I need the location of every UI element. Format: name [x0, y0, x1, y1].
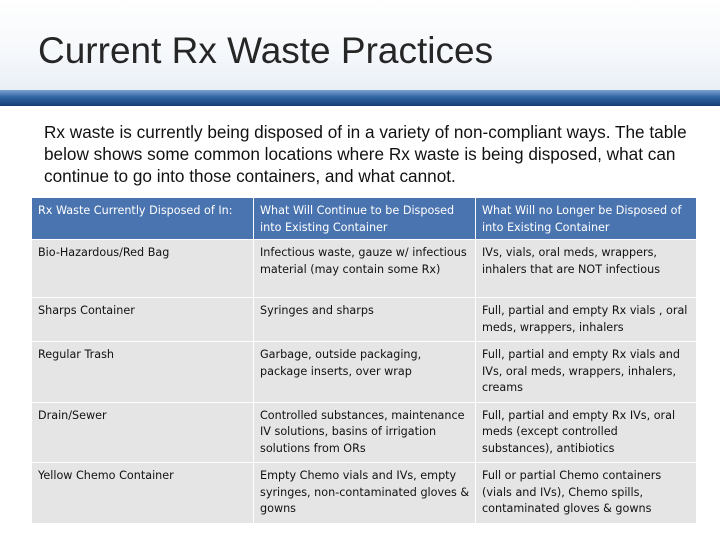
header-no-longer-disposal: What Will no Longer be Disposed of into Existing Container [476, 198, 697, 240]
table-header-row [32, 198, 697, 240]
waste-table [31, 197, 697, 524]
cell-location: Bio-Hazardous/Red Bag [32, 240, 254, 298]
cell-continue: Empty Chemo vials and IVs, empty syringes, non-contaminated gloves & gowns [254, 463, 476, 524]
cell-location: Regular Trash [32, 342, 254, 403]
cell-continue: Infectious waste, gauze w/ infectious material (may contain some Rx) [254, 240, 476, 298]
cell-location: Yellow Chemo Container [32, 463, 254, 524]
header-current-disposal: Rx Waste Currently Disposed of In: [32, 198, 254, 240]
cell-no-longer: Full, partial and empty Rx vials and IVs, oral meds, wrappers, inhalers, creams [476, 342, 697, 403]
cell-continue: Garbage, outside packaging, package inserts, over wrap [254, 342, 476, 403]
cell-location: Sharps Container [32, 298, 254, 342]
cell-continue: Controlled substances, maintenance IV solutions, basins of irrigation solutions from ORs [254, 402, 476, 463]
table-row [32, 342, 697, 403]
header-continue-disposal: What Will Continue to be Disposed into Existing Container [254, 198, 476, 240]
cell-no-longer: Full or partial Chemo containers (vials and IVs), Chemo spills, contaminated gloves & gowns [476, 463, 697, 524]
table-row [32, 402, 697, 463]
intro-paragraph: Rx waste is currently being disposed of in a variety of non-compliant ways. The table below shows some common locations where Rx waste is being disposed, what can continue to go into those containers, and what cannot. [44, 122, 687, 186]
cell-no-longer: IVs, vials, oral meds, wrappers, inhalers that are NOT infectious [476, 240, 697, 298]
cell-location: Drain/Sewer [32, 402, 254, 463]
cell-continue: Syringes and sharps [254, 298, 476, 342]
slide-title: Current Rx Waste Practices [38, 30, 494, 71]
cell-no-longer: Full, partial and empty Rx vials , oral meds, wrappers, inhalers [476, 298, 697, 342]
table-row [32, 298, 697, 342]
cell-no-longer: Full, partial and empty Rx IVs, oral meds (except controlled substances), antibiotics [476, 402, 697, 463]
table-row [32, 240, 697, 298]
title-divider [0, 90, 720, 106]
table-row [32, 463, 697, 524]
